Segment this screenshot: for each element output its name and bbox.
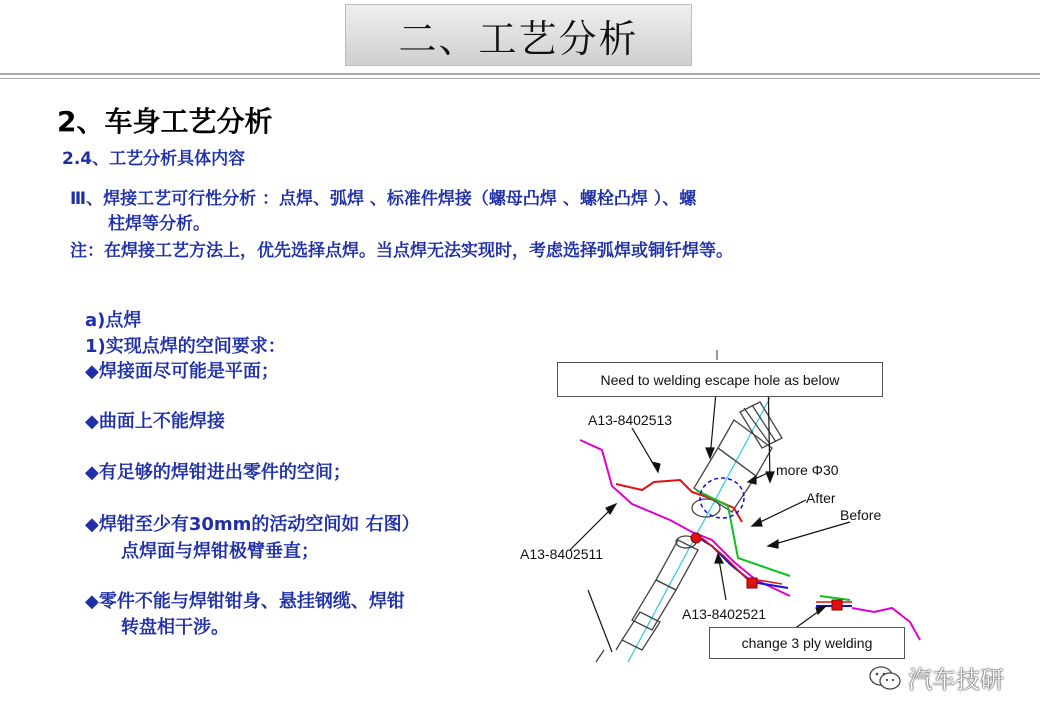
weld-point-square-2 bbox=[832, 600, 842, 610]
analysis-line-1: Ⅲ、焊接工艺可行性分析 ：点焊、弧焊 、标准件焊接（螺母凸焊 、螺栓凸焊 ）、螺 bbox=[70, 189, 697, 209]
bullet-gun-access: ◆有足够的焊钳进出零件的空间； bbox=[85, 462, 351, 483]
divider-line-thin bbox=[0, 78, 1040, 79]
callout-3ply: change 3 ply welding bbox=[709, 627, 905, 659]
divider-line bbox=[0, 73, 1040, 75]
after-label: After bbox=[806, 490, 836, 506]
analysis-line-2: 柱焊等分析。 bbox=[108, 214, 210, 234]
part-label-8402513: A13-8402513 bbox=[588, 412, 673, 428]
bullet-no-curved: ◆曲面上不能焊接 bbox=[85, 411, 225, 432]
note-text: 注：在焊接工艺方法上，优先选择点焊。当点焊无法实现时，考虑选择弧焊或铜钎焊等。 bbox=[70, 241, 733, 261]
lower-electrode bbox=[596, 536, 698, 662]
watermark bbox=[868, 660, 1004, 695]
space-requirement-heading: 1)实现点焊的空间要求： bbox=[85, 336, 286, 357]
more-30-label: more Φ30 bbox=[776, 462, 839, 478]
slide-title: 二、工艺分析 bbox=[398, 16, 639, 61]
wechat-icon bbox=[868, 664, 902, 692]
spot-weld-heading: a)点焊 bbox=[85, 310, 142, 331]
bullet-perpendicular: 点焊面与焊钳极臂垂直； bbox=[121, 541, 319, 562]
before-label: Before bbox=[840, 507, 882, 523]
part-green-line bbox=[696, 490, 790, 576]
escape-hole-circle bbox=[700, 478, 744, 518]
slide-title-box bbox=[345, 4, 692, 66]
bullet-flat-surface: ◆焊接面尽可能是平面； bbox=[85, 361, 279, 382]
part-label-8402521: A13-8402521 bbox=[682, 606, 767, 622]
bullet-turntable: 转盘相干涉。 bbox=[121, 617, 229, 638]
part-label-8402511: A13-8402511 bbox=[520, 546, 604, 562]
bullet-no-interference: ◆零件不能与焊钳钳身、悬挂钢缆、焊钳 bbox=[85, 591, 405, 612]
weld-point-square bbox=[747, 578, 757, 588]
weld-point bbox=[691, 533, 701, 543]
bullet-30mm-space: ◆焊钳至少有30mm的活动空间如 右图） bbox=[85, 514, 420, 535]
watermark-text: 汽车技研 bbox=[908, 666, 1004, 694]
subsection-heading: 2.4、工艺分析具体内容 bbox=[62, 149, 246, 169]
section-heading: 2、车身工艺分析 bbox=[57, 105, 273, 138]
callout-escape-hole: Need to welding escape hole as below bbox=[557, 362, 883, 397]
